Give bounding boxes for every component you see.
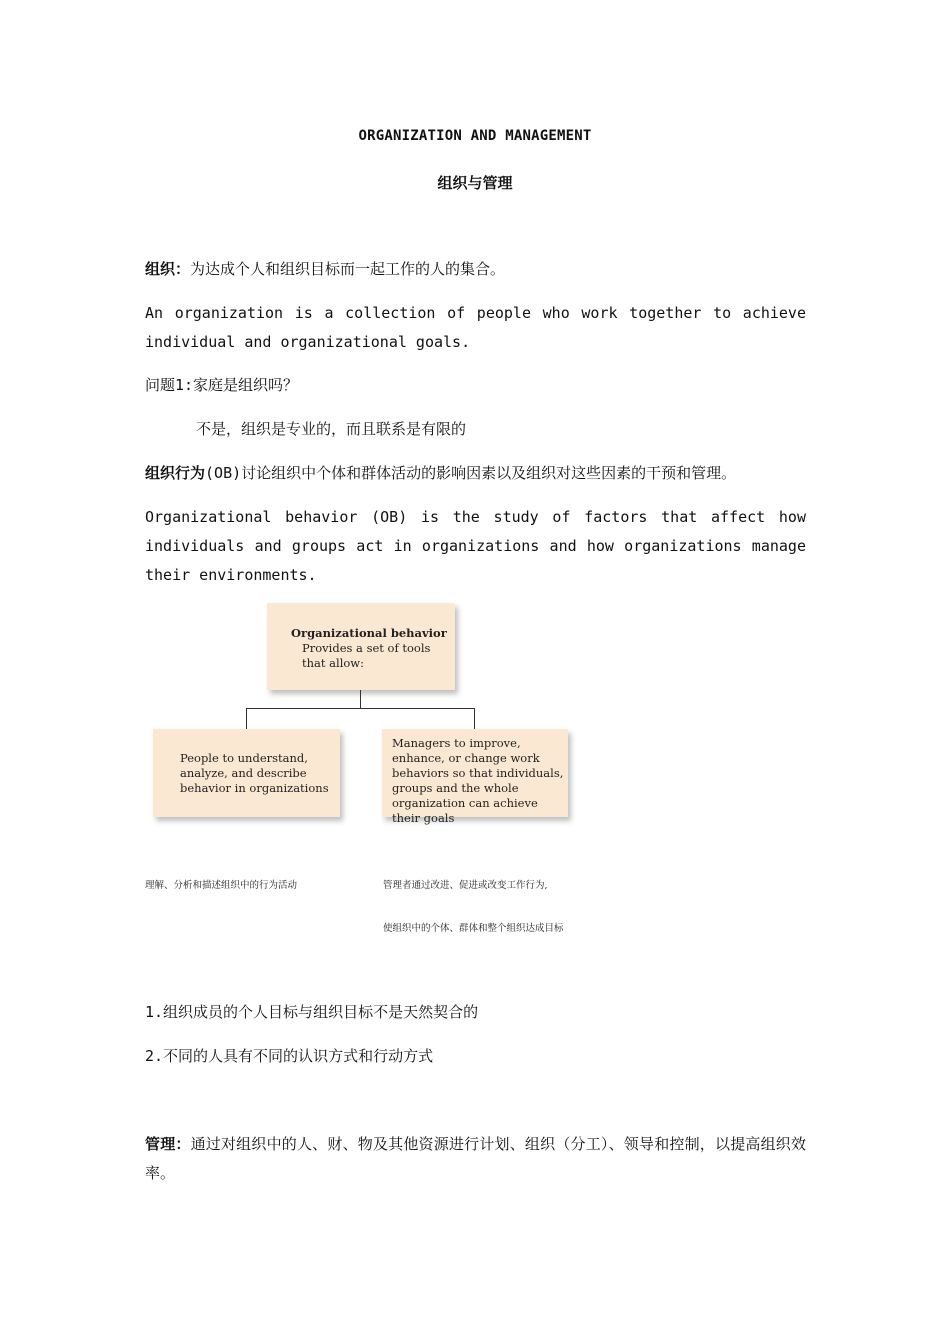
point-2: 2.不同的人具有不同的认识方式和行动方式 bbox=[145, 1047, 434, 1065]
diagram-box-managers-text: Managers to improve, enhance, or change work behaviors so that individuals, groups and the whole organization can achieve their goals bbox=[392, 736, 564, 825]
ob-definition-text: (OB)讨论组织中个体和群体活动的影响因素以及组织对这些因素的干预和管理。 bbox=[205, 464, 737, 482]
diagram-box-people bbox=[153, 729, 340, 817]
ob-definition-zh bbox=[145, 459, 806, 488]
question-1: 问题1:家庭是组织吗？ bbox=[145, 376, 299, 394]
caption-right-line2: 使组织中的个体、群体和整个组织达成目标 bbox=[383, 923, 564, 934]
term-organization: 组织： bbox=[145, 260, 191, 278]
point-1: 1.组织成员的个人目标与组织目标不是天然契合的 bbox=[145, 1003, 479, 1021]
diagram-box-managers bbox=[382, 729, 568, 825]
title-chinese: 组织与管理 bbox=[437, 174, 513, 192]
ob-diagram bbox=[145, 600, 585, 840]
title-english: ORGANIZATION AND MANAGEMENT bbox=[358, 128, 592, 144]
diagram-box-ob-heading: Organizational behavior bbox=[291, 626, 447, 640]
management-definition-text: 通过对组织中的人、财、物及其他资源进行计划、组织（分工）、领导和控制，以提高组织效率。 bbox=[145, 1135, 806, 1182]
term-management: 管理： bbox=[145, 1135, 191, 1153]
caption-left: 理解、分析和描述组织中的行为活动 bbox=[145, 880, 298, 891]
connector-right bbox=[474, 708, 475, 729]
organization-definition-text: 为达成个人和组织目标而一起工作的人的集合。 bbox=[190, 260, 506, 278]
answer-1: 不是，组织是专业的，而且联系是有限的 bbox=[196, 420, 467, 438]
caption-right-line1: 管理者通过改进、促进或改变工作行为, bbox=[383, 880, 548, 891]
diagram-box-ob-line2: that allow: bbox=[302, 656, 365, 670]
management-definition bbox=[145, 1130, 806, 1188]
diagram-box-ob-line1: Provides a set of tools bbox=[302, 641, 431, 655]
connector-left bbox=[246, 708, 247, 729]
organization-definition-zh bbox=[145, 255, 806, 284]
organization-definition-en: An organization is a collection of people who work together to achieve individual and organizational goals. bbox=[145, 304, 806, 351]
connector-horizontal bbox=[246, 708, 475, 709]
ob-definition-en: Organizational behavior (OB) is the study of factors that affect how individuals and groups act in organizations and how organizations manage their environments. bbox=[145, 508, 806, 584]
connector-stem bbox=[360, 690, 361, 708]
term-organizational-behavior: 组织行为 bbox=[145, 464, 206, 482]
diagram-box-ob bbox=[267, 603, 455, 690]
diagram-box-people-text: People to understand, analyze, and describe behavior in organizations bbox=[180, 751, 329, 795]
